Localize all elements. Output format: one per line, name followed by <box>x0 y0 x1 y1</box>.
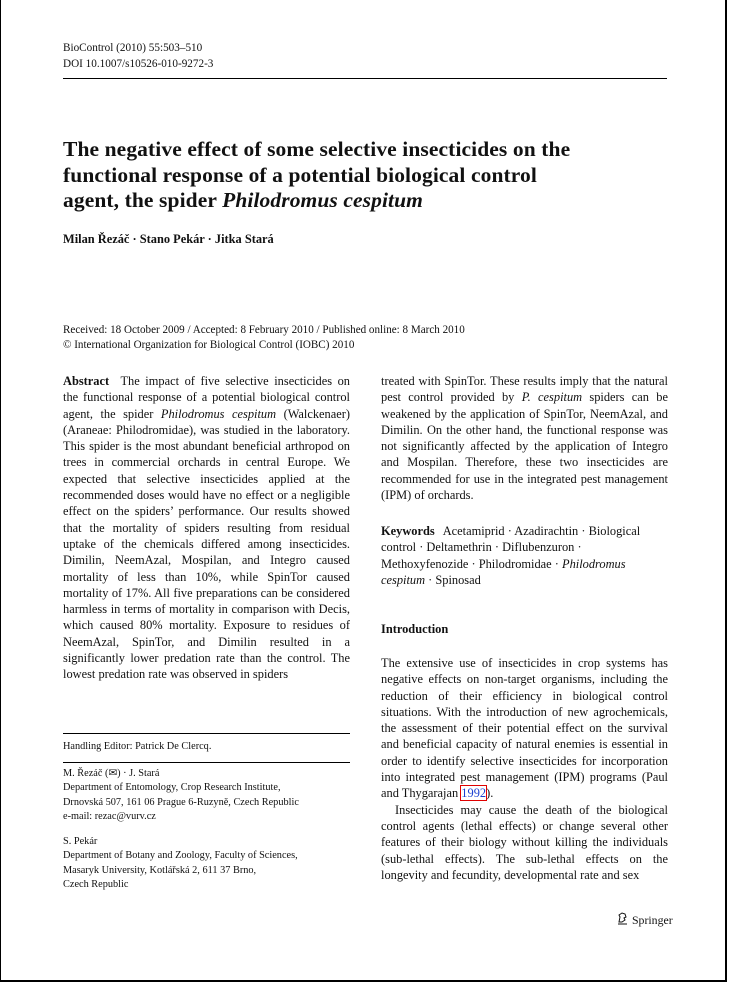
introduction-body <box>381 655 668 883</box>
abstract-label: Abstract <box>63 374 110 388</box>
intro-p1-text: The extensive use of insecticides in crop systems has negative effects on non-target organisms, including the reduction of their efficiency in biological control situations. With the introduction of new agrochemicals, the assessment of their potential effect on the survival and beneficial capacity of natural enemies is essential in order to identify selective insecticides for incorporation into integrated pest management (IPM) programs (Paul and Thygarajan <box>381 656 668 801</box>
footnote-rule-bottom <box>63 762 350 763</box>
journal-citation: BioControl (2010) 55:503–510 <box>63 42 203 54</box>
affil1-address: Drnovská 507, 161 06 Prague 6-Ruzyně, Czech Republic <box>63 796 299 808</box>
keywords-tail: · Spinosad <box>428 572 481 587</box>
keywords-label: Keywords <box>381 524 435 538</box>
paper-title <box>63 137 583 214</box>
abstract-paragraph <box>63 373 350 683</box>
publisher-logo <box>616 911 673 929</box>
publication-dates: Received: 18 October 2009 / Accepted: 8 February 2010 / Published online: 8 March 2010 <box>63 324 465 336</box>
keywords-species: Philodromus cespitum <box>381 556 626 587</box>
handling-editor: Handling Editor: Patrick De Clercq. <box>63 741 212 752</box>
affil1-email: e-mail: rezac@vurv.cz <box>63 810 156 822</box>
abstract-right-column <box>381 373 668 503</box>
title-species: Philodromus cespitum <box>222 188 424 212</box>
keywords-list: Acetamiprid · Azadirachtin · Biological control · Deltamethrin · Diflubenzuron · Methoxyfenozide · Philodromidae · <box>381 524 641 571</box>
citation-link-1992[interactable]: 1992 <box>461 786 487 801</box>
affiliation-1 <box>63 767 353 824</box>
copyright: © International Organization for Biological Control (IOBC) 2010 <box>63 338 355 351</box>
abstract-cont-text-2: spiders can be weakened by the application of SpinTor, NeemAzal, and Dimilin. On the other hand, the functional response was not significantly affected by the application of Integro and Mospilan. Therefore, these two insecticides are recommended for use in the integrated pest management (IPM) of orchards. <box>381 390 668 503</box>
affil2-address: Masaryk University, Kotlářská 2, 611 37 Brno, <box>63 864 257 876</box>
publisher-name: Springer <box>632 912 673 927</box>
intro-paragraph-2: Insecticides may cause the death of the biological control agents (lethal effects) or change several other features of their biology without killing the individuals (sub-lethal effects). The sub-lethal effects on the longevity and fecundity, developmental rate and sex <box>381 802 668 882</box>
doi: DOI 10.1007/s10526-010-9272-3 <box>63 58 214 70</box>
abstract-left-column <box>63 373 350 683</box>
abstract-text-2: (Walckenaer) (Araneae: Philodromidae), was studied in the laboratory. This spider is the most abundant beneficial arthropod on trees in commercial orchards in central Europe. We expected that selective insecticides applied at the recommended doses would have no effect or a negligible effect on the spiders’ performance. Our results showed that the mortality of spiders resulting from residual uptake of the chemicals differed among insecticides. Dimilin, NeemAzal, Mospilan, and Integro caused mortality of less than 10%, while SpinTor caused mortality of 17%. All five preparations can be considered harmless in terms of mortality in comparison with Decis, which caused 80% mortality. Exposure to residues of NeemAzal, SpinTor, and Dimilin resulted in a significantly lower predation rate than the control. The lowest predation rate was observed in spiders <box>63 406 350 682</box>
abstract-text-1: The impact of five selective insecticides on the functional response of a potential biological control agent, the spider <box>63 374 350 421</box>
article-history <box>63 323 465 352</box>
abstract-cont-species: P. cespitum <box>521 390 583 405</box>
intro-paragraph-1 <box>381 655 668 802</box>
abstract-species: Philodromus cespitum <box>160 406 277 421</box>
authors: Milan Řezáč · Stano Pekár · Jitka Stará <box>63 232 274 246</box>
affil2-country: Czech Republic <box>63 878 129 890</box>
running-head <box>63 40 213 72</box>
keywords <box>381 523 671 588</box>
intro-p1-end: ). <box>486 786 494 801</box>
affiliation-2 <box>63 835 353 892</box>
affil2-name: S. Pekár <box>63 836 98 847</box>
title-text: The negative effect of some selective insecticides on the functional response of a potential biological control agent, the spider <box>63 137 571 212</box>
abstract-cont-text-1: treated with SpinTor. These results imply that the natural pest control provided by <box>381 374 668 405</box>
affil2-dept: Department of Botany and Zoology, Faculty of Sciences, <box>63 850 298 862</box>
abstract-continuation <box>381 373 668 503</box>
springer-horse-icon <box>616 911 629 929</box>
introduction-heading: Introduction <box>381 622 449 636</box>
affil1-dept: Department of Entomology, Crop Research Institute, <box>63 782 281 794</box>
footnote-rule-top <box>63 733 350 734</box>
header-rule <box>63 78 667 79</box>
affil1-names: M. Řezáč (✉) · J. Stará <box>63 768 160 779</box>
